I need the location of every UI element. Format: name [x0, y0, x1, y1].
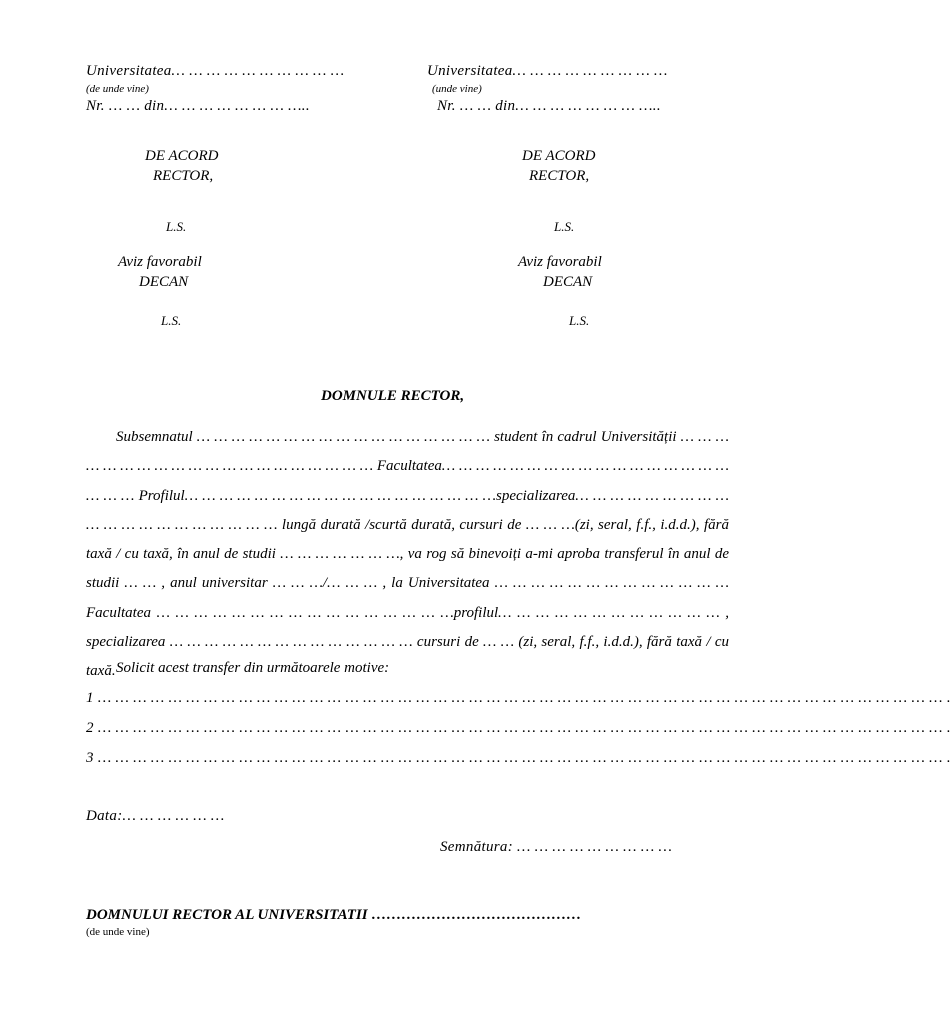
signature-field: Semnătura: … … … … … … … … … — [440, 839, 673, 855]
right-favorable-label: Aviz favorabil — [518, 254, 602, 270]
addressee-line: DOMNULUI RECTOR AL UNIVERSITATII …………………………………… — [86, 907, 582, 923]
right-agree-label: DE ACORD — [522, 148, 596, 164]
document-title: DOMNULE RECTOR, — [321, 388, 465, 404]
left-rector-label: RECTOR, — [153, 168, 214, 184]
left-agree-label: DE ACORD — [145, 148, 219, 164]
header-right-note: (unde vine) — [432, 83, 482, 95]
reason-line-2: 2 … … … … … … … … … … … … … … … … … … … … … … … … … … … … … … … … … … … … … … … … … … … … … … … … . — [86, 720, 951, 736]
header-right-university: Universitatea… … … … … … … … … — [427, 63, 668, 79]
reasons-intro: Solicit acest transfer din următoarele motive: — [116, 660, 390, 676]
left-favorable-label: Aviz favorabil — [118, 254, 202, 270]
reason-line-1: 1 … … … … … … … … … … … … … … … … … … … … … … … … … … … … … … … … … … … … … … … … … … … … … … … … . — [86, 690, 951, 706]
left-dean-label: DECAN — [139, 274, 189, 290]
header-left-number: Nr. … … din… … … … … … … ….. — [86, 98, 310, 114]
request-paragraph: Subsemnatul … … … … … … … … … … … … … … … … … student în cadrul Universității … … … … … … … … … … … … … … … … … … … … Facultatea… … … … … … … … … … … … … … … … … … … … Profilul… … … … … … … … … … … … … … … … … …specializarea… … … … … … … … … … … … … … … … … … … … lungă durată /scurtă durată, cursuri de … … …(zi, seral, f.f., i.d.d.), fără taxă / cu taxă, în anul de studii … … … … … … …, va rog să binevoiți a-mi aproba transferul în anul de studii … … , anul universitar … … …/… … … , la Universitatea … … … … … … … … … … … … … Facultatea … … … … … … … … … … … … … … … …profilul… … … … … … … … … … … … , specializarea … … … … … … … … … … … … … … cursuri de … … (zi, seral, f.f., i.d.d.), fără taxă / cu taxă. — [86, 429, 729, 680]
right-ls-stamp-1: L.S. — [554, 219, 575, 234]
header-right-number: Nr. … … din… … … … … … … ….. — [437, 98, 661, 114]
right-dean-label: DECAN — [543, 274, 593, 290]
date-field: Data:… … … … … … — [86, 808, 225, 824]
reason-line-3: 3 … … … … … … … … … … … … … … … … … … … … … … … … … … … … … … … … … … … … … … … … … … … … … … … … . — [86, 750, 951, 766]
addressee-note: (de unde vine) — [86, 926, 150, 938]
right-rector-label: RECTOR, — [529, 168, 590, 184]
header-left-university: Universitatea… … … … … … … … … … — [86, 63, 345, 79]
left-ls-stamp-2: L.S. — [161, 313, 182, 328]
left-ls-stamp-1: L.S. — [166, 219, 187, 234]
header-left-note: (de unde vine) — [86, 83, 149, 95]
right-ls-stamp-2: L.S. — [569, 313, 590, 328]
